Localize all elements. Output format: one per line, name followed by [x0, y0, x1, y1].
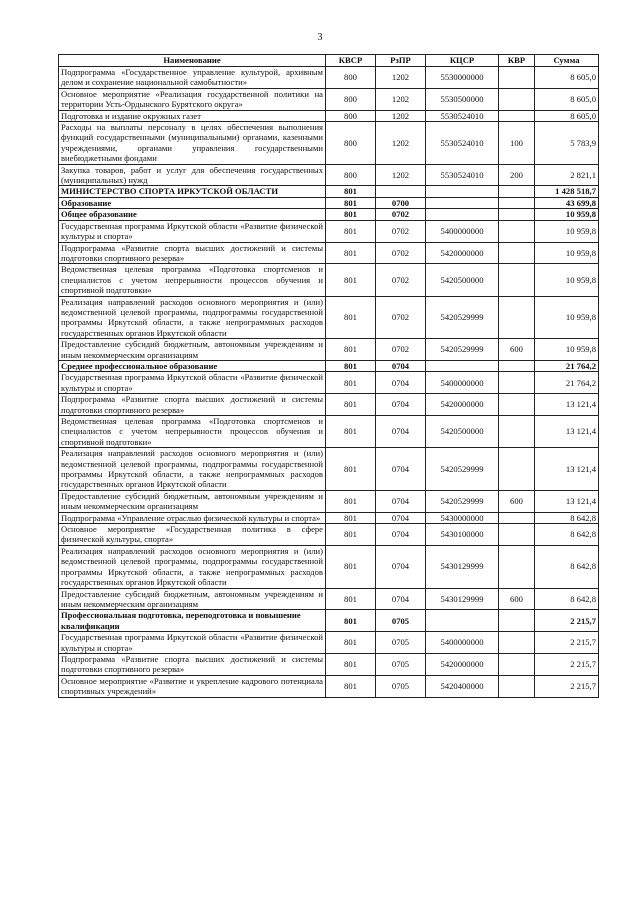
- cell-name: Государственная программа Иркутской области «Развитие физической культуры и спорта»: [59, 372, 326, 394]
- cell-kvsr: 800: [326, 88, 376, 110]
- table-row: [59, 360, 599, 371]
- cell-name: Подготовка и издание окружных газет: [59, 110, 326, 121]
- cell-kvr: [499, 448, 535, 491]
- cell-kvr: [499, 416, 535, 448]
- cell-kcsr: [426, 209, 499, 220]
- cell-rzpr: 0705: [376, 610, 426, 632]
- cell-kvsr: 801: [326, 448, 376, 491]
- cell-kcsr: 5530500000: [426, 88, 499, 110]
- cell-sum: 21 764,2: [535, 360, 599, 371]
- cell-kvsr: 801: [326, 264, 376, 296]
- cell-name: Подпрограмма «Развитие спорта высших достижений и системы подготовки спортивного резерва»: [59, 653, 326, 675]
- table-row: [59, 88, 599, 110]
- cell-kvsr: 800: [326, 110, 376, 121]
- cell-sum: 10 959,8: [535, 209, 599, 220]
- header-kvr: КВР: [499, 55, 535, 67]
- cell-name: Реализация направлений расходов основного мероприятия и (или) ведомственной целевой программы, подпрограммы государственной программы Иркутской области, а также непрограммных расходов государственных органов Иркутской области: [59, 448, 326, 491]
- cell-sum: 13 121,4: [535, 448, 599, 491]
- cell-kcsr: 5430100000: [426, 524, 499, 546]
- cell-kcsr: 5530524010: [426, 110, 499, 121]
- table-row: [59, 675, 599, 697]
- cell-kvr: [499, 110, 535, 121]
- header-kcsr: КЦСР: [426, 55, 499, 67]
- cell-kcsr: 5430129999: [426, 545, 499, 588]
- cell-kvr: [499, 372, 535, 394]
- table-row: [59, 416, 599, 448]
- cell-kcsr: 5420400000: [426, 675, 499, 697]
- cell-rzpr: 0705: [376, 653, 426, 675]
- cell-name: Основное мероприятие «Государственная политика в сфере физической культуры, спорта»: [59, 524, 326, 546]
- cell-rzpr: 0704: [376, 490, 426, 512]
- cell-kvsr: 801: [326, 545, 376, 588]
- cell-sum: 10 959,8: [535, 220, 599, 242]
- cell-sum: 2 821,1: [535, 164, 599, 186]
- cell-sum: 8 642,8: [535, 545, 599, 588]
- cell-kcsr: 5400000000: [426, 372, 499, 394]
- cell-kvsr: 801: [326, 242, 376, 264]
- cell-name: Основное мероприятие «Реализация государственной политики на территории Усть-Ордынского Бурятского округа»: [59, 88, 326, 110]
- table-row: [59, 296, 599, 339]
- cell-sum: 43 699,8: [535, 197, 599, 208]
- cell-name: Основное мероприятие «Развитие и укрепление кадрового потенциала спортивных учреждений»: [59, 675, 326, 697]
- header-kvsr: КВСР: [326, 55, 376, 67]
- cell-kvr: [499, 610, 535, 632]
- cell-name: Подпрограмма «Развитие спорта высших достижений и системы подготовки спортивного резерва»: [59, 394, 326, 416]
- cell-kcsr: [426, 186, 499, 197]
- table-header-row: [59, 55, 599, 67]
- header-name: Наименование: [59, 55, 326, 67]
- cell-kvsr: 801: [326, 209, 376, 220]
- cell-kvr: [499, 512, 535, 523]
- cell-name: Подпрограмма «Управление отраслью физической культуры и спорта»: [59, 512, 326, 523]
- cell-kvsr: 801: [326, 632, 376, 654]
- cell-kvsr: 801: [326, 372, 376, 394]
- cell-rzpr: 0704: [376, 545, 426, 588]
- cell-kvsr: 801: [326, 524, 376, 546]
- cell-sum: 2 215,7: [535, 675, 599, 697]
- cell-kvr: [499, 88, 535, 110]
- table-row: [59, 67, 599, 89]
- cell-kvr: [499, 632, 535, 654]
- cell-kcsr: 5420529999: [426, 339, 499, 361]
- cell-name: Государственная программа Иркутской области «Развитие физической культуры и спорта»: [59, 632, 326, 654]
- cell-kvsr: 801: [326, 394, 376, 416]
- table-row: [59, 490, 599, 512]
- cell-sum: 10 959,8: [535, 296, 599, 339]
- cell-rzpr: 0702: [376, 264, 426, 296]
- cell-rzpr: 0702: [376, 296, 426, 339]
- table-row: [59, 264, 599, 296]
- cell-kcsr: 5420500000: [426, 416, 499, 448]
- cell-kvr: 100: [499, 122, 535, 165]
- cell-name: Расходы на выплаты персоналу в целях обеспечения выполнения функций государственными (муниципальными) органами, казенными учреждениями, органами управления государственными внебюджетными фондами: [59, 122, 326, 165]
- table-row: [59, 394, 599, 416]
- table-row: [59, 110, 599, 121]
- cell-rzpr: 0704: [376, 416, 426, 448]
- table-row: [59, 197, 599, 208]
- cell-kcsr: 5430000000: [426, 512, 499, 523]
- cell-rzpr: 0705: [376, 632, 426, 654]
- table-row: [59, 164, 599, 186]
- cell-kvr: 200: [499, 164, 535, 186]
- cell-kvsr: 800: [326, 67, 376, 89]
- cell-sum: 8 642,8: [535, 588, 599, 610]
- cell-kvsr: 801: [326, 220, 376, 242]
- cell-kvr: [499, 653, 535, 675]
- cell-kcsr: 5400000000: [426, 632, 499, 654]
- cell-sum: 13 121,4: [535, 394, 599, 416]
- cell-rzpr: 0704: [376, 524, 426, 546]
- cell-sum: 8 642,8: [535, 512, 599, 523]
- table-row: [59, 512, 599, 523]
- cell-kvr: [499, 675, 535, 697]
- cell-sum: 8 642,8: [535, 524, 599, 546]
- cell-name: Предоставление субсидий бюджетным, автономным учреждениям и иным некоммерческим организациям: [59, 339, 326, 361]
- cell-kcsr: 5420529999: [426, 448, 499, 491]
- cell-sum: 8 605,0: [535, 88, 599, 110]
- cell-rzpr: 0702: [376, 339, 426, 361]
- table-row: [59, 653, 599, 675]
- cell-rzpr: 0705: [376, 675, 426, 697]
- cell-rzpr: 0704: [376, 360, 426, 371]
- cell-name: Подпрограмма «Государственное управление культурой, архивным делом и сохранение национальной самобытности»: [59, 67, 326, 89]
- cell-kvsr: 800: [326, 122, 376, 165]
- cell-kvr: 600: [499, 588, 535, 610]
- cell-kcsr: 5530524010: [426, 164, 499, 186]
- cell-name: Образование: [59, 197, 326, 208]
- cell-kvsr: 801: [326, 416, 376, 448]
- cell-kvsr: 801: [326, 197, 376, 208]
- cell-kcsr: [426, 610, 499, 632]
- cell-name: Предоставление субсидий бюджетным, автономным учреждениям и иным некоммерческим организациям: [59, 490, 326, 512]
- cell-kcsr: 5530524010: [426, 122, 499, 165]
- header-rzpr: РзПР: [376, 55, 426, 67]
- cell-name: МИНИСТЕРСТВО СПОРТА ИРКУТСКОЙ ОБЛАСТИ: [59, 186, 326, 197]
- cell-rzpr: 0704: [376, 372, 426, 394]
- table-row: [59, 632, 599, 654]
- cell-kvsr: 801: [326, 186, 376, 197]
- cell-kvr: [499, 360, 535, 371]
- cell-rzpr: 1202: [376, 164, 426, 186]
- table-row: [59, 186, 599, 197]
- cell-name: Реализация направлений расходов основного мероприятия и (или) ведомственной целевой программы, подпрограммы государственной программы Иркутской области, а также непрограммных расходов государственных органов Иркутской области: [59, 296, 326, 339]
- cell-name: Среднее профессиональное образование: [59, 360, 326, 371]
- cell-kvr: [499, 394, 535, 416]
- table-row: [59, 122, 599, 165]
- cell-kcsr: 5420000000: [426, 653, 499, 675]
- cell-kvsr: 801: [326, 653, 376, 675]
- cell-sum: 10 959,8: [535, 264, 599, 296]
- cell-kvsr: 801: [326, 360, 376, 371]
- cell-kvr: [499, 67, 535, 89]
- cell-kcsr: 5420000000: [426, 394, 499, 416]
- cell-kvr: [499, 296, 535, 339]
- cell-kvr: [499, 220, 535, 242]
- cell-rzpr: 0702: [376, 220, 426, 242]
- cell-rzpr: [376, 186, 426, 197]
- cell-sum: 8 605,0: [535, 67, 599, 89]
- cell-kvsr: 801: [326, 339, 376, 361]
- cell-sum: 2 215,7: [535, 653, 599, 675]
- cell-name: Подпрограмма «Развитие спорта высших достижений и системы подготовки спортивного резерва»: [59, 242, 326, 264]
- cell-rzpr: 0704: [376, 394, 426, 416]
- cell-rzpr: 0704: [376, 512, 426, 523]
- cell-kcsr: 5530000000: [426, 67, 499, 89]
- cell-rzpr: 1202: [376, 122, 426, 165]
- cell-name: Общее образование: [59, 209, 326, 220]
- cell-kcsr: [426, 197, 499, 208]
- cell-kcsr: [426, 360, 499, 371]
- cell-kvsr: 801: [326, 296, 376, 339]
- cell-kcsr: 5420529999: [426, 490, 499, 512]
- table-row: [59, 242, 599, 264]
- cell-kcsr: 5400000000: [426, 220, 499, 242]
- cell-kcsr: 5420500000: [426, 264, 499, 296]
- cell-kvsr: 801: [326, 490, 376, 512]
- cell-name: Закупка товаров, работ и услуг для обеспечения государственных (муниципальных) нужд: [59, 164, 326, 186]
- table-row: [59, 372, 599, 394]
- page-number: 3: [317, 32, 323, 43]
- cell-rzpr: 0702: [376, 242, 426, 264]
- cell-kvsr: 800: [326, 164, 376, 186]
- cell-kvr: [499, 545, 535, 588]
- cell-kvr: [499, 242, 535, 264]
- cell-sum: 2 215,7: [535, 632, 599, 654]
- cell-sum: 5 783,9: [535, 122, 599, 165]
- cell-name: Ведомственная целевая программа «Подготовка спортсменов и специалистов с учетом непрерывности процессов обучения и спортивной подготовки»: [59, 264, 326, 296]
- cell-name: Ведомственная целевая программа «Подготовка спортсменов и специалистов с учетом непрерывности процессов обучения и спортивной подготовки»: [59, 416, 326, 448]
- cell-sum: 10 959,8: [535, 339, 599, 361]
- table-row: [59, 524, 599, 546]
- table-row: [59, 610, 599, 632]
- cell-rzpr: 1202: [376, 110, 426, 121]
- table-row: [59, 448, 599, 491]
- cell-rzpr: 1202: [376, 88, 426, 110]
- cell-rzpr: 1202: [376, 67, 426, 89]
- cell-kcsr: 5420529999: [426, 296, 499, 339]
- cell-sum: 21 764,2: [535, 372, 599, 394]
- cell-sum: 2 215,7: [535, 610, 599, 632]
- cell-sum: 13 121,4: [535, 416, 599, 448]
- cell-name: Реализация направлений расходов основного мероприятия и (или) ведомственной целевой программы, подпрограммы государственной программы Иркутской области, а также непрограммных расходов государственных органов Иркутской области: [59, 545, 326, 588]
- cell-name: Профессиональная подготовка, переподготовка и повышение квалификации: [59, 610, 326, 632]
- cell-kcsr: 5420000000: [426, 242, 499, 264]
- cell-kvr: 600: [499, 490, 535, 512]
- cell-name: Предоставление субсидий бюджетным, автономным учреждениям и иным некоммерческим организациям: [59, 588, 326, 610]
- cell-rzpr: 0704: [376, 588, 426, 610]
- table-row: [59, 339, 599, 361]
- cell-kvr: 600: [499, 339, 535, 361]
- cell-kvr: [499, 524, 535, 546]
- cell-name: Государственная программа Иркутской области «Развитие физической культуры и спорта»: [59, 220, 326, 242]
- cell-kvr: [499, 186, 535, 197]
- table-row: [59, 545, 599, 588]
- cell-kvr: [499, 197, 535, 208]
- cell-rzpr: 0700: [376, 197, 426, 208]
- table-row: [59, 220, 599, 242]
- table-row: [59, 209, 599, 220]
- header-sum: Сумма: [535, 55, 599, 67]
- budget-table: [58, 54, 599, 698]
- cell-sum: 13 121,4: [535, 490, 599, 512]
- cell-kcsr: 5430129999: [426, 588, 499, 610]
- cell-rzpr: 0704: [376, 448, 426, 491]
- cell-kvsr: 801: [326, 588, 376, 610]
- cell-sum: 10 959,8: [535, 242, 599, 264]
- cell-kvr: [499, 209, 535, 220]
- table-row: [59, 588, 599, 610]
- cell-rzpr: 0702: [376, 209, 426, 220]
- cell-kvr: [499, 264, 535, 296]
- cell-kvsr: 801: [326, 610, 376, 632]
- cell-sum: 8 605,0: [535, 110, 599, 121]
- cell-sum: 1 428 518,7: [535, 186, 599, 197]
- cell-kvsr: 801: [326, 675, 376, 697]
- cell-kvsr: 801: [326, 512, 376, 523]
